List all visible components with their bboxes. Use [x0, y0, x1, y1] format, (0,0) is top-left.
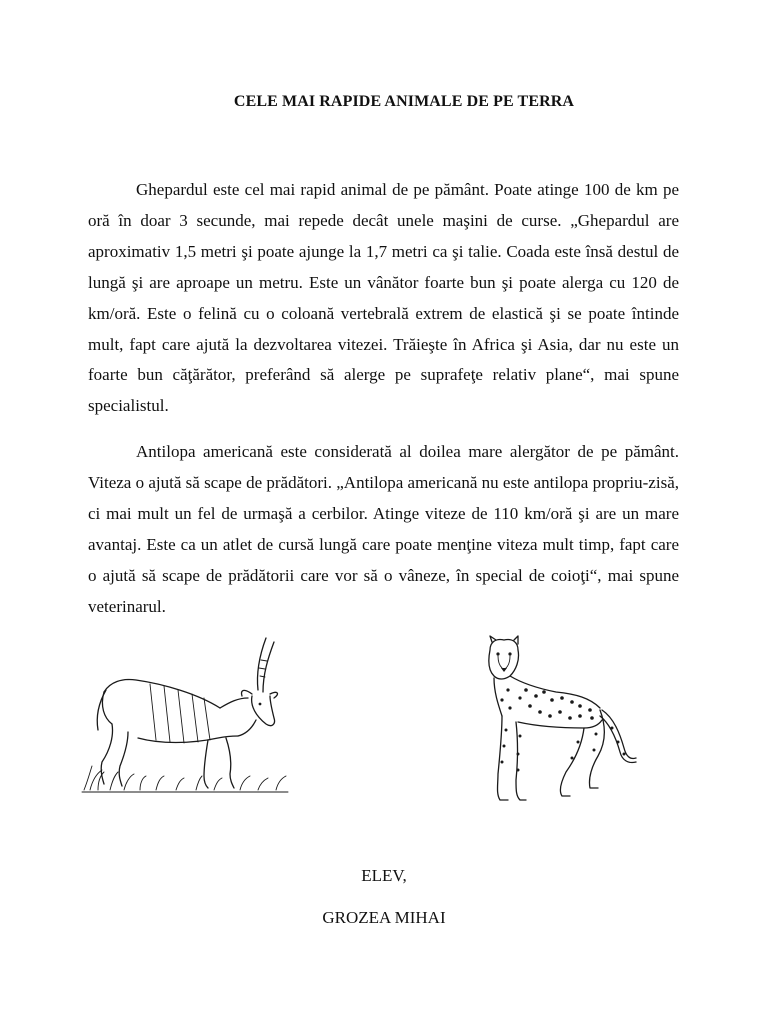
signature-name: GROZEA MIHAI	[322, 908, 446, 927]
paragraph-cheetah: Ghepardul este cel mai rapid animal de pe pământ. Poate atinge 100 de km pe oră în doar 3 secunde, mai repede decât unele maşini de curse. „Ghepardul are aproximativ 1,5 metri şi poate ajunge la 1,7 metri ca şi talie. Coada este însă destul de lungă şi are aproape un metru. Este un vânător foarte bun şi poate alerga cu 120 de km/oră. Este o felină cu o coloană vertebrală extrem de elastică şi se poate întinde mult, fapt care ajută la dezvoltarea vitezei. Trăieşte în Africa şi Asia, dar nu este un foarte bun căţărător, preferând să alerge pe suprafeţe relativ plane“, mai spune specialistul.	[88, 180, 679, 416]
signature-role: ELEV,	[361, 866, 407, 885]
paragraph-antelope: Antilopa americană este considerată al doilea mare alergător de pe pământ. Viteza o ajută să scape de prădători. „Antilopa americană nu este antilopa propriu-zisă, ci mai mult un fel de urmaşă a cerbilor. Atinge viteze de 110 km/oră şi are un mare avantaj. Este ca un atlet de cursă lungă care poate menţine viteza mult timp, fapt care o ajută să scape de prădătorii care vor să o vâneze, în special de coioţi“, mai spune veterinarul.	[88, 442, 679, 616]
page-title: CELE MAI RAPIDE ANIMALE DE PE TERRA	[233, 93, 575, 110]
cheetah-drawing-icon	[480, 634, 638, 810]
antelope-drawing-icon	[80, 632, 292, 794]
